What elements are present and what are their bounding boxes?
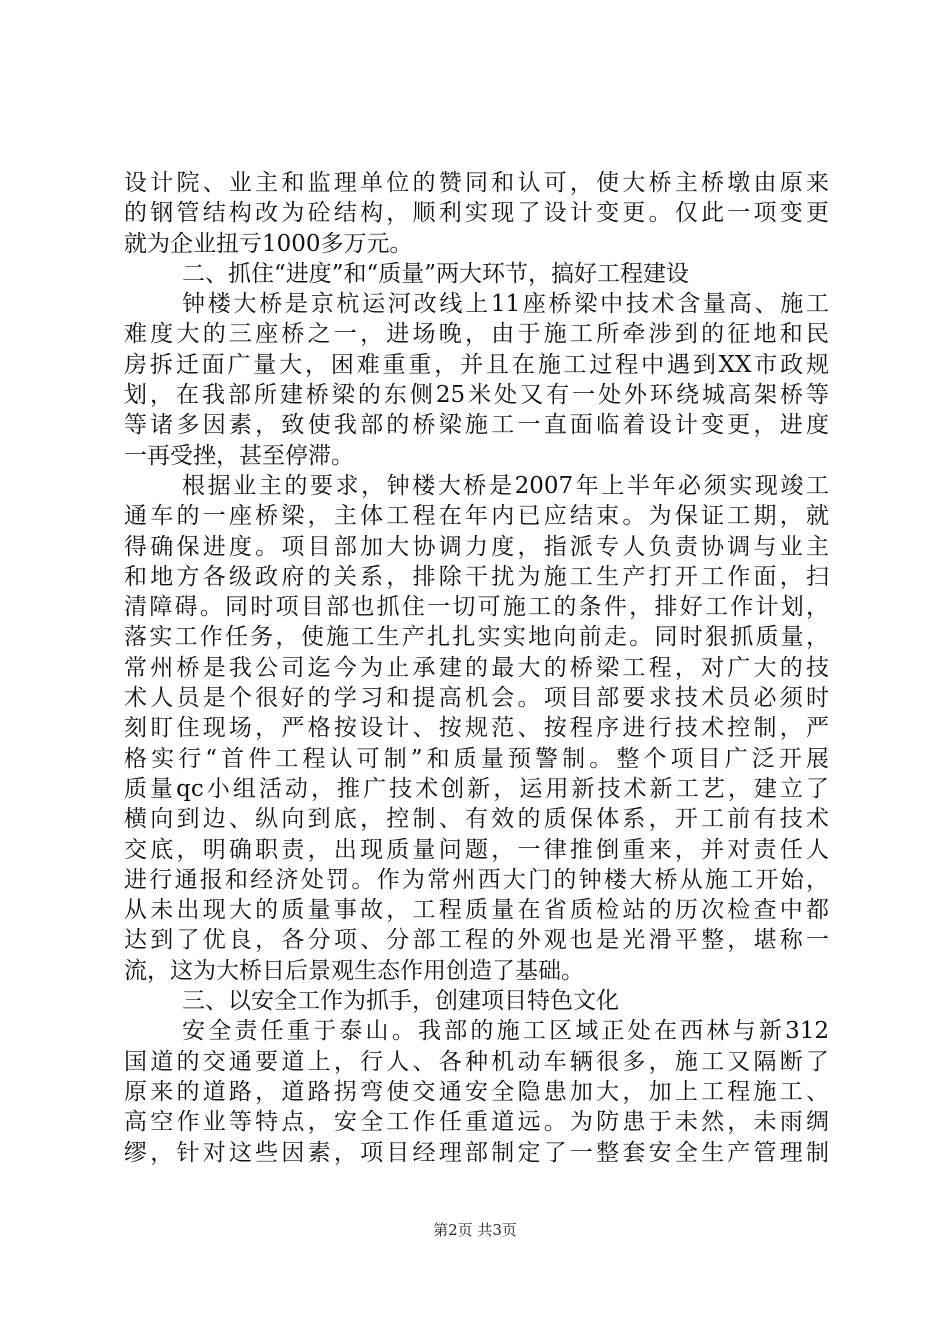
body-text bbox=[124, 168, 829, 1168]
text-line: 交底，明确职责，出现质量问题，一律推倒重来，并对责任人 bbox=[124, 836, 829, 863]
text-line: 横向到边、纵向到底，控制、有效的质保体系，开工前有技术 bbox=[124, 806, 829, 833]
section-heading-3: 三、以安全工作为抓手，创建项目特色文化 bbox=[182, 988, 619, 1015]
text-line: 从未出现大的质量事故，工程质量在省质检站的历次检查中都 bbox=[124, 897, 829, 924]
text-line: 房拆迁面广量大，困难重重，并且在施工过程中遇到XX市政规 bbox=[124, 351, 829, 378]
text-line: 和地方各级政府的关系，排除干扰为施工生产打开工作面，扫 bbox=[124, 563, 829, 590]
text-line: 清障碍。同时项目部也抓住一切可施工的条件，排好工作计划， bbox=[124, 594, 829, 621]
text-line: 安全责任重于泰山。我部的施工区域正处在西林与新312 bbox=[182, 1018, 829, 1045]
text-line: 等诸多因素，致使我部的桥梁施工一直面临着设计变更，进度 bbox=[124, 412, 829, 439]
text-line: 落实工作任务，使施工生产扎扎实实地向前走。同时狠抓质量， bbox=[124, 624, 829, 651]
text-line: 常州桥是我公司迄今为止承建的最大的桥梁工程，对广大的技 bbox=[124, 654, 829, 681]
text-line: 质量qc小组活动，推广技术创新，运用新技术新工艺，建立了 bbox=[124, 775, 829, 802]
text-line: 根据业主的要求，钟楼大桥是2007年上半年必须实现竣工 bbox=[182, 472, 829, 499]
text-line: 得确保进度。项目部加大协调力度，指派专人负责协调与业主 bbox=[124, 533, 829, 560]
section-heading-2: 二、抓住“进度”和“质量”两大环节，搞好工程建设 bbox=[182, 260, 690, 287]
text-line: 的钢管结构改为砼结构，顺利实现了设计变更。仅此一项变更 bbox=[124, 200, 829, 227]
text-line: 划，在我部所建桥梁的东侧25米处又有一处外环绕城高架桥等 bbox=[124, 382, 829, 409]
text-line: 难度大的三座桥之一，进场晚，由于施工所牵涉到的征地和民 bbox=[124, 321, 829, 348]
text-line: 钟楼大桥是京杭运河改线上11座桥梁中技术含量高、施工 bbox=[182, 291, 829, 318]
text-line: 刻盯住现场，严格按设计、按规范、按程序进行技术控制，严 bbox=[124, 715, 829, 742]
text-line: 达到了优良，各分项、分部工程的外观也是光滑平整，堪称一 bbox=[124, 927, 829, 954]
text-line: 格实行“首件工程认可制”和质量预警制。整个项目广泛开展 bbox=[124, 745, 829, 772]
text-line: 进行通报和经济处罚。作为常州西大门的钟楼大桥从施工开始， bbox=[124, 866, 829, 893]
text-line: 术人员是个很好的学习和提高机会。项目部要求技术员必须时 bbox=[124, 685, 829, 712]
text-line: 就为企业扭亏1000多万元。 bbox=[124, 230, 413, 257]
page-number: 第2页 共3页 bbox=[433, 1221, 517, 1239]
text-line: 原来的道路，道路拐弯使交通安全隐患加大，加上工程施工、 bbox=[124, 1078, 829, 1105]
text-line: 一再受挫，甚至停滞。 bbox=[124, 442, 354, 469]
text-line: 高空作业等特点，安全工作任重道远。为防患于未然，未雨绸 bbox=[124, 1109, 829, 1136]
text-line: 设计院、业主和监理单位的赞同和认可，使大桥主桥墩由原来 bbox=[124, 170, 829, 196]
text-line: 缪，针对这些因素，项目经理部制定了一整套安全生产管理制 bbox=[124, 1139, 829, 1166]
text-line: 通车的一座桥梁，主体工程在年内已应结束。为保证工期，就 bbox=[124, 503, 829, 530]
text-line: 流，这为大桥日后景观生态作用创造了基础。 bbox=[124, 957, 584, 984]
text-line: 国道的交通要道上，行人、各种机动车辆很多，施工又隔断了 bbox=[124, 1048, 829, 1075]
